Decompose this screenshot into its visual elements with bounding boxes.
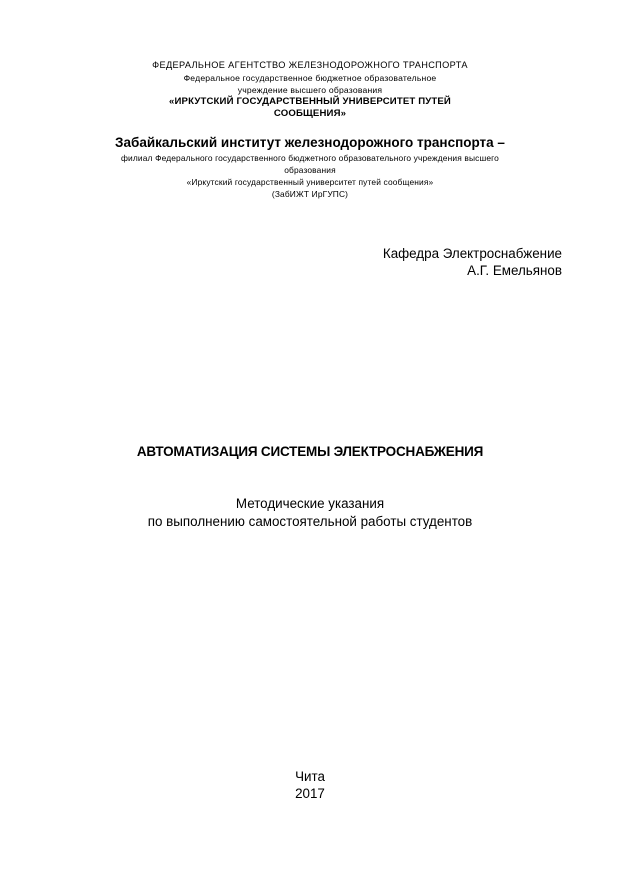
- institution-type-line-1: Федеральное государственное бюджетное образовательное: [183, 73, 437, 83]
- author-name: А.Г. Емельянов: [467, 263, 562, 278]
- agency-name: ФЕДЕРАЛЬНОЕ АГЕНТСТВО ЖЕЛЕЗНОДОРОЖНОГО ТРАНСПОРТА: [152, 60, 468, 70]
- university-name-line-2: СООБЩЕНИЯ»: [273, 108, 347, 119]
- city: Чита: [295, 769, 325, 784]
- department-name: Кафедра Электроснабжение: [382, 246, 562, 261]
- branch-description-line-3: «Иркутский государственный университет путей сообщения»: [186, 177, 434, 187]
- document-title: АВТОМАТИЗАЦИЯ СИСТЕМЫ ЭЛЕКТРОСНАБЖЕНИЯ: [136, 444, 484, 459]
- institution-type-line-2: учреждение высшего образования: [237, 85, 383, 95]
- subtitle-line-1: Методические указания: [235, 496, 385, 511]
- department-block: [300, 245, 562, 279]
- branch-title: Забайкальский институт железнодорожного транспорта –: [115, 135, 505, 150]
- university-name-line-1: «ИРКУТСКИЙ ГОСУДАРСТВЕННЫЙ УНИВЕРСИТЕТ ПУТЕЙ: [169, 96, 451, 107]
- year: 2017: [295, 786, 325, 801]
- branch-block: [0, 134, 620, 200]
- footer-block: [0, 768, 620, 802]
- header-block: [0, 59, 620, 120]
- document-subtitle: [0, 495, 620, 531]
- subtitle-line-2: по выполнению самостоятельной работы студентов: [147, 514, 473, 529]
- branch-abbreviation: (ЗабИЖТ ИрГУПС): [271, 189, 349, 199]
- branch-description-line-2: образования: [284, 165, 336, 175]
- branch-description-line-1: филиал Федерального государственного бюджетного образовательного учреждения высшего: [121, 153, 499, 163]
